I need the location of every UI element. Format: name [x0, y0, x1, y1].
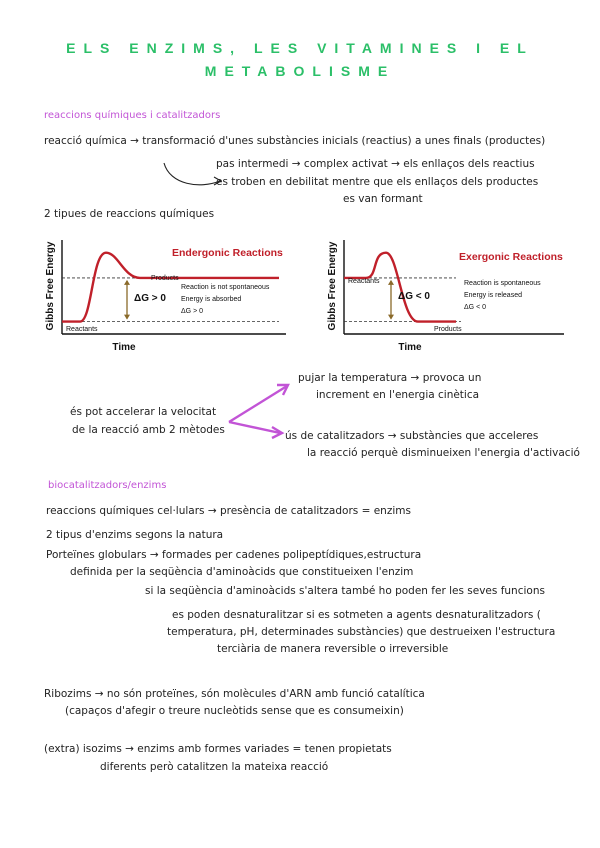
- method1-line1: pujar la temperatura → provoca un: [298, 372, 482, 384]
- chart-title: Endergonic Reactions: [172, 247, 283, 259]
- y-axis-label: Gibbs Free Energy: [327, 241, 338, 331]
- enzyme-definition: reaccions químiques cel·lulars → presència de catalitzadors = enzims: [46, 505, 411, 517]
- chart-note-2: Energy is absorbed: [181, 296, 242, 303]
- ribozymes-line1: Ribozims → no són proteïnes, són molècules d'ARN amb funció catalítica: [44, 688, 425, 700]
- method2-line2: la reacció perquè disminueixen l'energia d'activació: [307, 447, 580, 459]
- proteins-line2: definida per la seqüència d'aminoàcids que constitueixen l'enzim: [70, 566, 414, 578]
- chart-note-3: ΔG > 0: [181, 308, 203, 315]
- denaturation-line1: es poden desnaturalitzar si es sotmeten a agents desnaturalitzadors (: [172, 609, 541, 621]
- page-title: ELS ENZIMS, LES VITAMINES I EL: [66, 40, 534, 56]
- proteins-line3: si la seqüència d'aminoàcids s'altera també ho poden fer les seves funcions: [145, 585, 545, 597]
- delta-g-label: ΔG < 0: [398, 291, 430, 302]
- delta-g-arrow: [388, 280, 394, 320]
- enzyme-types: 2 tipus d'enzims segons la natura: [46, 529, 224, 541]
- acceleration-intro-line2: de la reacció amb 2 mètodes: [72, 424, 225, 436]
- chart-note-1: Reaction is spontaneous: [464, 280, 541, 287]
- ribozymes-line2: (capaços d'afegir o treure nucleòtids sense que es consumeixin): [65, 705, 404, 717]
- denaturation-line2: temperatura, pH, determinades substàncies) que destrueixen l'estructura: [167, 626, 556, 638]
- intermediate-step-line1: pas intermedi → complex activat → els enllaços dels reactius: [216, 158, 535, 170]
- delta-g-arrow: [124, 280, 130, 320]
- delta-g-label: ΔG > 0: [134, 293, 166, 304]
- exergonic-chart: [326, 238, 576, 356]
- page-title-line2: METABOLISME: [204, 63, 396, 79]
- products-label: Products: [434, 326, 462, 333]
- isozymes-line2: diferents però catalitzen la mateixa reacció: [100, 761, 329, 773]
- chart-title: Exergonic Reactions: [459, 251, 563, 263]
- reactants-label: Reactants: [348, 278, 380, 285]
- intermediate-step-line3: es van formant: [343, 193, 423, 205]
- x-axis-label: Time: [112, 342, 136, 353]
- chart-note-2: Energy is released: [464, 292, 522, 299]
- isozymes-line1: (extra) isozims → enzims amb formes variades = tenen propietats: [44, 743, 392, 755]
- reaction-definition: reacció química → transformació d'unes substàncies inicials (reactius) a unes finals (productes): [44, 135, 546, 147]
- method1-line2: increment en l'energia cinètica: [316, 389, 480, 401]
- section-heading-biocatalysts: biocatalitzadors/enzims: [48, 480, 167, 491]
- intermediate-step-line2: es troben en debilitat mentre que els enllaços dels productes: [216, 176, 539, 188]
- products-label: Products: [151, 275, 179, 282]
- endergonic-chart: [44, 238, 294, 356]
- x-axis-label: Time: [398, 342, 422, 353]
- reaction-types: 2 tipues de reaccions químiques: [44, 208, 215, 220]
- chart-note-1: Reaction is not spontaneous: [181, 284, 270, 291]
- y-axis-label: Gibbs Free Energy: [45, 241, 56, 331]
- chart-note-3: ΔG < 0: [464, 304, 486, 311]
- proteins-line1: Porteïnes globulars → formades per cadenes polipeptídiques,estructura: [46, 549, 422, 561]
- energy-curve: [344, 253, 456, 322]
- denaturation-line3: terciària de manera reversible o irreversible: [217, 643, 449, 655]
- method2-line1: ús de catalitzadors → substàncies que acceleres: [285, 430, 539, 442]
- acceleration-intro-line1: és pot accelerar la velocitat: [70, 406, 217, 418]
- section-heading-reactions: reaccions químiques i catalitzadors: [44, 110, 221, 121]
- reactants-label: Reactants: [66, 326, 98, 333]
